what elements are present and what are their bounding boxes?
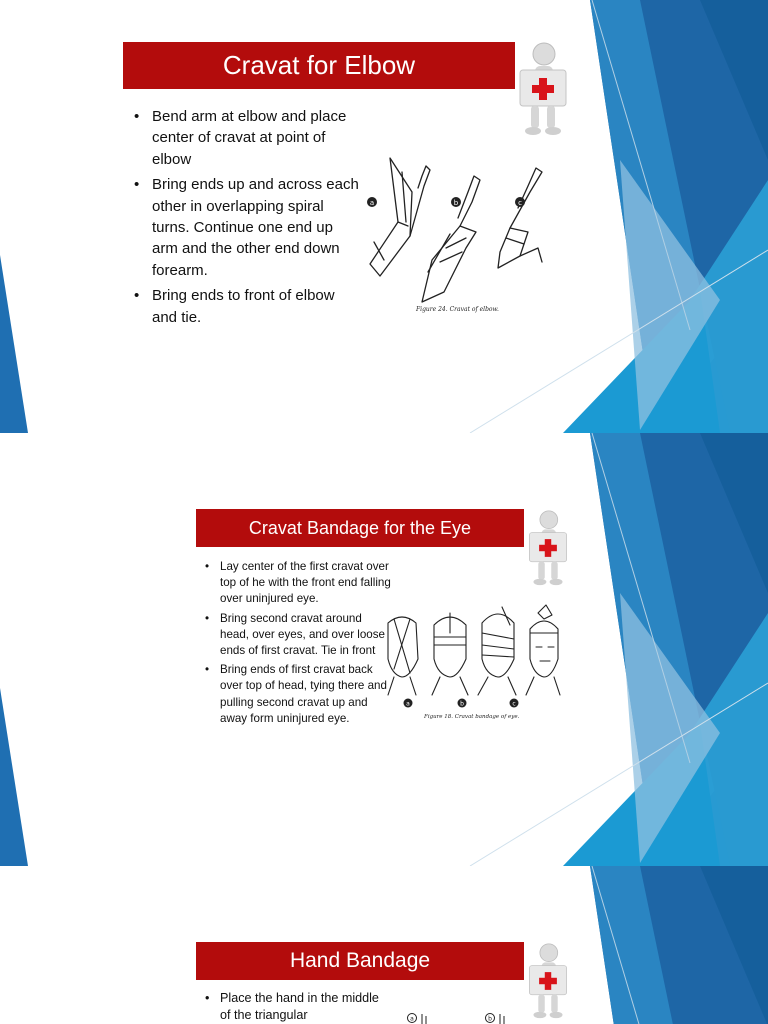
bullet-list — [203, 990, 391, 1024]
figure-label-b: b — [460, 700, 464, 708]
slide-title: Hand Bandage — [289, 949, 431, 972]
figure-label-a: a — [369, 199, 375, 207]
first-aid-figure-icon — [527, 508, 569, 588]
slide-title: Cravat Bandage for the Eye — [248, 517, 472, 538]
slide-cravat-elbow — [0, 0, 768, 433]
bullet-item: • Bring second cravat around head, over eyes, and over loose ends of first cravat. Tie in front — [203, 611, 391, 660]
slide-cravat-eye — [0, 433, 768, 866]
eye-bandage-illustration — [380, 603, 562, 713]
bullet-item: • Bring ends up and across each other in overlapping spiral turns. Continue one end up arm and the other end down forearm. — [132, 174, 362, 281]
elbow-bandage-illustration — [362, 152, 562, 308]
bullet-item: • Lay center of the first cravat over top of he with the front end falling over uninjured eye. — [203, 559, 391, 608]
bullet-list — [132, 106, 362, 332]
figure-label-c: c — [518, 199, 522, 207]
bullet-item: • Bring ends of first cravat back over top of head, tying there and pulling second cravat up and away form uninjured eye. — [203, 662, 391, 727]
slide-title-bar — [123, 42, 515, 89]
slide-title: Cravat for Elbow — [222, 50, 416, 80]
figure-label-c: c — [512, 700, 516, 708]
slide-title-bar — [196, 509, 524, 547]
hand-bandage-illustration — [404, 1010, 514, 1024]
slide-title-bar — [196, 942, 524, 980]
figure-caption: Figure 24. Cravat of elbow. — [416, 306, 499, 313]
first-aid-figure-icon — [517, 40, 569, 138]
bullet-list — [203, 559, 391, 730]
bullet-item: • Place the hand in the middle of the triangular — [203, 990, 391, 1024]
figure-caption: Figure 18. Cravat bandage of eye. — [424, 714, 520, 720]
figure-label-b: b — [453, 199, 459, 207]
slide-hand-bandage — [0, 866, 768, 1024]
figure-label-a: a — [406, 700, 410, 708]
figure-label-a: a — [410, 1015, 414, 1023]
figure-label-b: b — [488, 1015, 492, 1023]
first-aid-figure-icon — [527, 941, 569, 1021]
bullet-item: • Bend arm at elbow and place center of cravat at point of elbow — [132, 106, 362, 170]
bullet-item: • Bring ends to front of elbow and tie. — [132, 285, 362, 328]
